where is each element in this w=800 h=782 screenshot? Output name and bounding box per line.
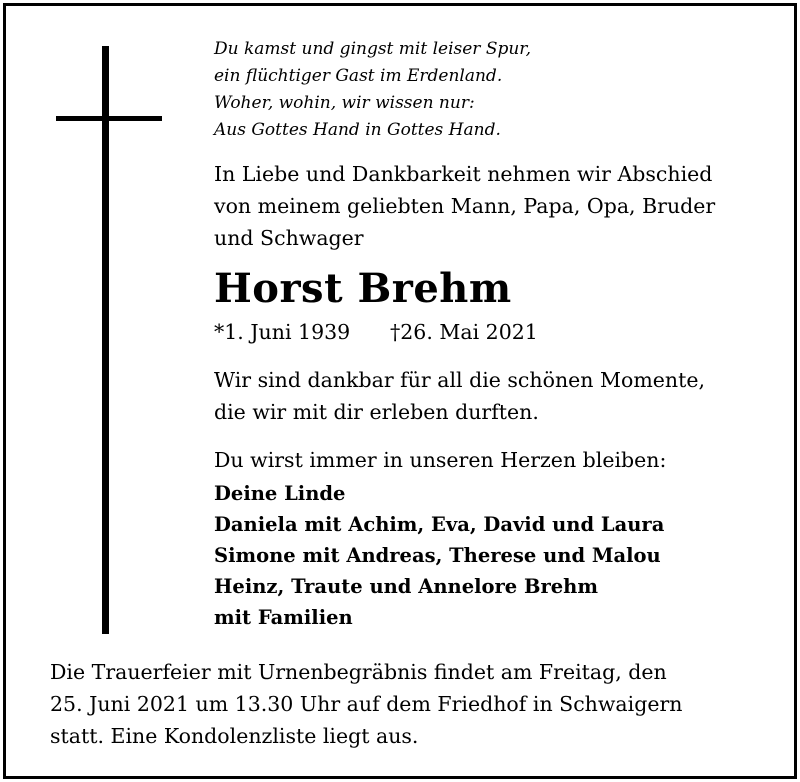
cross-icon — [102, 46, 109, 634]
family-member: Deine Linde — [214, 482, 346, 505]
remain-line: Du wirst immer in unseren Herzen bleiben: — [214, 448, 667, 472]
poem — [214, 36, 784, 144]
funeral-notice — [50, 656, 780, 752]
family-member: Simone mit Andreas, Therese und Malou — [214, 544, 661, 567]
funeral-notice-line: Die Trauerfeier mit Urnenbegräbnis findet am Freitag, den — [50, 660, 667, 684]
thanks-line: die wir mit dir erleben durften. — [214, 400, 539, 424]
death-date: †26. Mai 2021 — [390, 320, 538, 344]
obituary-content — [214, 36, 784, 633]
cross-icon-bar — [56, 116, 162, 121]
life-dates — [214, 318, 784, 346]
family-member: Heinz, Traute und Annelore Brehm — [214, 575, 598, 598]
poem-line: Woher, wohin, wir wissen nur: — [214, 93, 475, 113]
intro-text — [214, 158, 784, 254]
intro-line: In Liebe und Dankbarkeit nehmen wir Abschied — [214, 162, 713, 186]
family-member: Daniela mit Achim, Eva, David und Laura — [214, 513, 665, 536]
poem-line: ein flüchtiger Gast im Erdenland. — [214, 66, 503, 86]
birth-date: *1. Juni 1939 — [214, 320, 351, 344]
funeral-notice-line: statt. Eine Kondolenzliste liegt aus. — [50, 724, 419, 748]
family-member: mit Familien — [214, 606, 353, 629]
thanks-line: Wir sind dankbar für all die schönen Momente, — [214, 368, 706, 392]
thanks-text — [214, 364, 784, 428]
funeral-notice-line: 25. Juni 2021 um 13.30 Uhr auf dem Friedhof in Schwaigern — [50, 692, 683, 716]
obituary-frame — [3, 3, 797, 779]
poem-line: Du kamst und gingst mit leiser Spur, — [214, 39, 531, 59]
intro-line: und Schwager — [214, 226, 364, 250]
poem-line: Aus Gottes Hand in Gottes Hand. — [214, 120, 501, 140]
family-list — [214, 478, 784, 633]
deceased-name: Horst Brehm — [214, 265, 512, 312]
intro-line: von meinem geliebten Mann, Papa, Opa, Bruder — [214, 194, 716, 218]
